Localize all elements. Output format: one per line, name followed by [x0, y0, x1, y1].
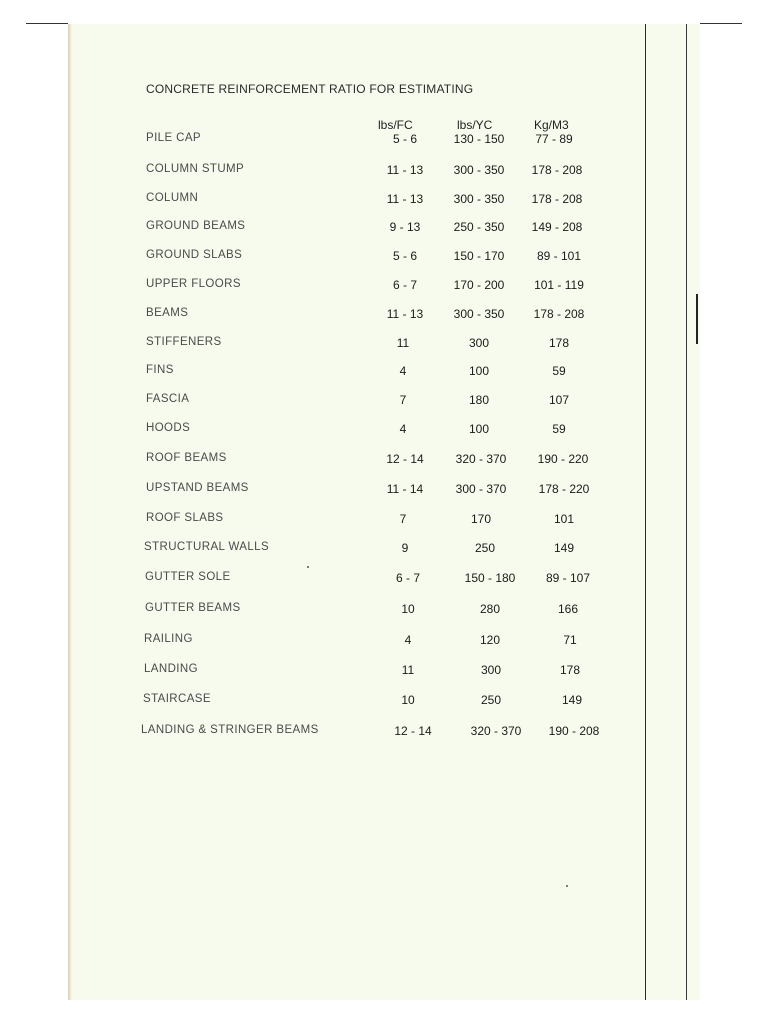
table-row: [68, 724, 700, 742]
row-lbs-fc: 11 - 13: [386, 307, 424, 321]
table-row: [68, 132, 700, 150]
row-lbs-yc: 300 - 370: [455, 482, 507, 496]
scan-speck: [307, 566, 309, 568]
table-row: [68, 307, 700, 325]
table-row: [68, 452, 700, 470]
row-lbs-fc: 4: [404, 633, 412, 647]
row-kg-m3: 101 - 119: [534, 278, 584, 292]
row-item-name: COLUMN STUMP: [146, 163, 245, 175]
row-lbs-yc: 300 - 350: [453, 163, 505, 177]
table-row: [68, 571, 700, 589]
table-row: [68, 633, 700, 651]
column-header-kg-m3: Kg/M3: [534, 118, 569, 132]
table-row: [68, 663, 700, 681]
row-lbs-yc: 170 - 200: [453, 278, 505, 292]
row-kg-m3: 101: [553, 512, 575, 526]
row-lbs-fc: 12 - 14: [394, 724, 432, 738]
row-lbs-yc: 130 - 150: [453, 132, 505, 146]
row-lbs-yc: 250: [480, 693, 502, 707]
row-lbs-yc: 300: [468, 336, 490, 350]
table-row: [68, 512, 700, 530]
row-item-name: LANDING & STRINGER BEAMS: [141, 724, 319, 736]
row-item-name: GUTTER BEAMS: [145, 602, 241, 614]
row-lbs-yc: 150 - 170: [453, 249, 505, 263]
row-lbs-fc: 4: [399, 364, 407, 378]
row-lbs-yc: 280: [479, 602, 501, 616]
row-kg-m3: 178 - 208: [531, 192, 583, 206]
row-item-name: UPSTAND BEAMS: [146, 482, 249, 494]
row-item-name: COLUMN: [146, 192, 199, 204]
table-row: [68, 541, 700, 559]
scanned-page: [68, 24, 700, 1000]
top-right-rule: [700, 23, 742, 24]
row-kg-m3: 178 - 208: [533, 307, 585, 321]
row-lbs-fc: 4: [399, 422, 407, 436]
column-header-lbs-yc: lbs/YC: [457, 118, 493, 132]
table-row: [68, 693, 700, 711]
row-lbs-yc: 320 - 370: [455, 452, 507, 466]
row-lbs-fc: 11 - 13: [386, 192, 424, 206]
scan-speck: [566, 885, 568, 887]
row-lbs-fc: 5 - 6: [392, 132, 417, 146]
table-row: [68, 336, 700, 354]
table-row: [68, 482, 700, 500]
row-item-name: FASCIA: [146, 393, 190, 405]
table-row: [68, 422, 700, 440]
row-lbs-yc: 300: [480, 663, 502, 677]
row-lbs-fc: 6 - 7: [395, 571, 420, 585]
row-kg-m3: 89 - 107: [545, 571, 591, 585]
table-row: [68, 278, 700, 296]
row-lbs-fc: 11: [401, 663, 415, 677]
row-kg-m3: 107: [548, 393, 570, 407]
row-item-name: ROOF SLABS: [146, 512, 224, 524]
row-lbs-yc: 250: [474, 541, 496, 555]
row-kg-m3: 77 - 89: [535, 132, 573, 146]
table-row: [68, 364, 700, 382]
row-lbs-yc: 320 - 370: [470, 724, 522, 738]
row-lbs-yc: 120: [479, 633, 501, 647]
row-lbs-yc: 150 - 180: [464, 571, 516, 585]
row-kg-m3: 178 - 220: [538, 482, 590, 496]
row-kg-m3: 149: [553, 541, 575, 555]
row-item-name: STIFFENERS: [146, 336, 222, 348]
row-lbs-fc: 6 - 7: [392, 278, 417, 292]
row-lbs-yc: 250 - 350: [453, 220, 505, 234]
row-lbs-fc: 11 - 13: [386, 163, 424, 177]
row-item-name: GUTTER SOLE: [145, 571, 231, 583]
row-item-name: LANDING: [144, 663, 198, 675]
row-kg-m3: 89 - 101: [536, 249, 582, 263]
row-kg-m3: 178: [559, 663, 581, 677]
row-item-name: HOODS: [146, 422, 191, 434]
row-kg-m3: 59: [552, 422, 566, 436]
row-item-name: STAIRCASE: [143, 693, 211, 705]
row-kg-m3: 166: [557, 602, 579, 616]
table-row: [68, 163, 700, 181]
top-left-rule: [26, 23, 68, 24]
row-kg-m3: 59: [552, 364, 566, 378]
row-item-name: GROUND BEAMS: [146, 220, 246, 232]
row-lbs-yc: 300 - 350: [453, 192, 505, 206]
reinforcement-table: [68, 24, 700, 1000]
row-lbs-fc: 7: [399, 393, 407, 407]
row-item-name: RAILING: [144, 633, 193, 645]
row-item-name: UPPER FLOORS: [146, 278, 241, 290]
row-item-name: STRUCTURAL WALLS: [144, 541, 270, 553]
row-item-name: ROOF BEAMS: [146, 452, 227, 464]
row-kg-m3: 178 - 208: [531, 163, 583, 177]
table-row: [68, 192, 700, 210]
row-lbs-yc: 100: [468, 364, 490, 378]
row-lbs-fc: 9: [401, 541, 409, 555]
row-kg-m3: 178: [548, 336, 570, 350]
row-kg-m3: 149: [561, 693, 583, 707]
row-item-name: BEAMS: [146, 307, 189, 319]
row-lbs-yc: 100: [468, 422, 490, 436]
row-lbs-fc: 11 - 14: [386, 482, 424, 496]
row-kg-m3: 149 - 208: [531, 220, 583, 234]
row-lbs-fc: 10: [401, 693, 415, 707]
row-kg-m3: 71: [563, 633, 577, 647]
table-row: [68, 602, 700, 620]
row-item-name: FINS: [146, 364, 174, 376]
row-lbs-fc: 12 - 14: [386, 452, 424, 466]
row-lbs-yc: 300 - 350: [453, 307, 505, 321]
row-kg-m3: 190 - 208: [548, 724, 600, 738]
document-title: CONCRETE REINFORCEMENT RATIO FOR ESTIMATING: [146, 82, 474, 96]
row-lbs-fc: 11: [396, 336, 410, 350]
row-lbs-yc: 180: [468, 393, 490, 407]
row-lbs-fc: 7: [399, 512, 407, 526]
row-lbs-fc: 10: [401, 602, 415, 616]
row-lbs-yc: 170: [470, 512, 492, 526]
row-kg-m3: 190 - 220: [537, 452, 589, 466]
row-lbs-fc: 5 - 6: [392, 249, 417, 263]
table-row: [68, 249, 700, 267]
table-row: [68, 393, 700, 411]
column-header-lbs-fc: lbs/FC: [378, 118, 413, 132]
row-item-name: GROUND SLABS: [146, 249, 243, 261]
table-row: [68, 220, 700, 238]
row-item-name: PILE CAP: [146, 132, 201, 144]
row-lbs-fc: 9 - 13: [389, 220, 421, 234]
